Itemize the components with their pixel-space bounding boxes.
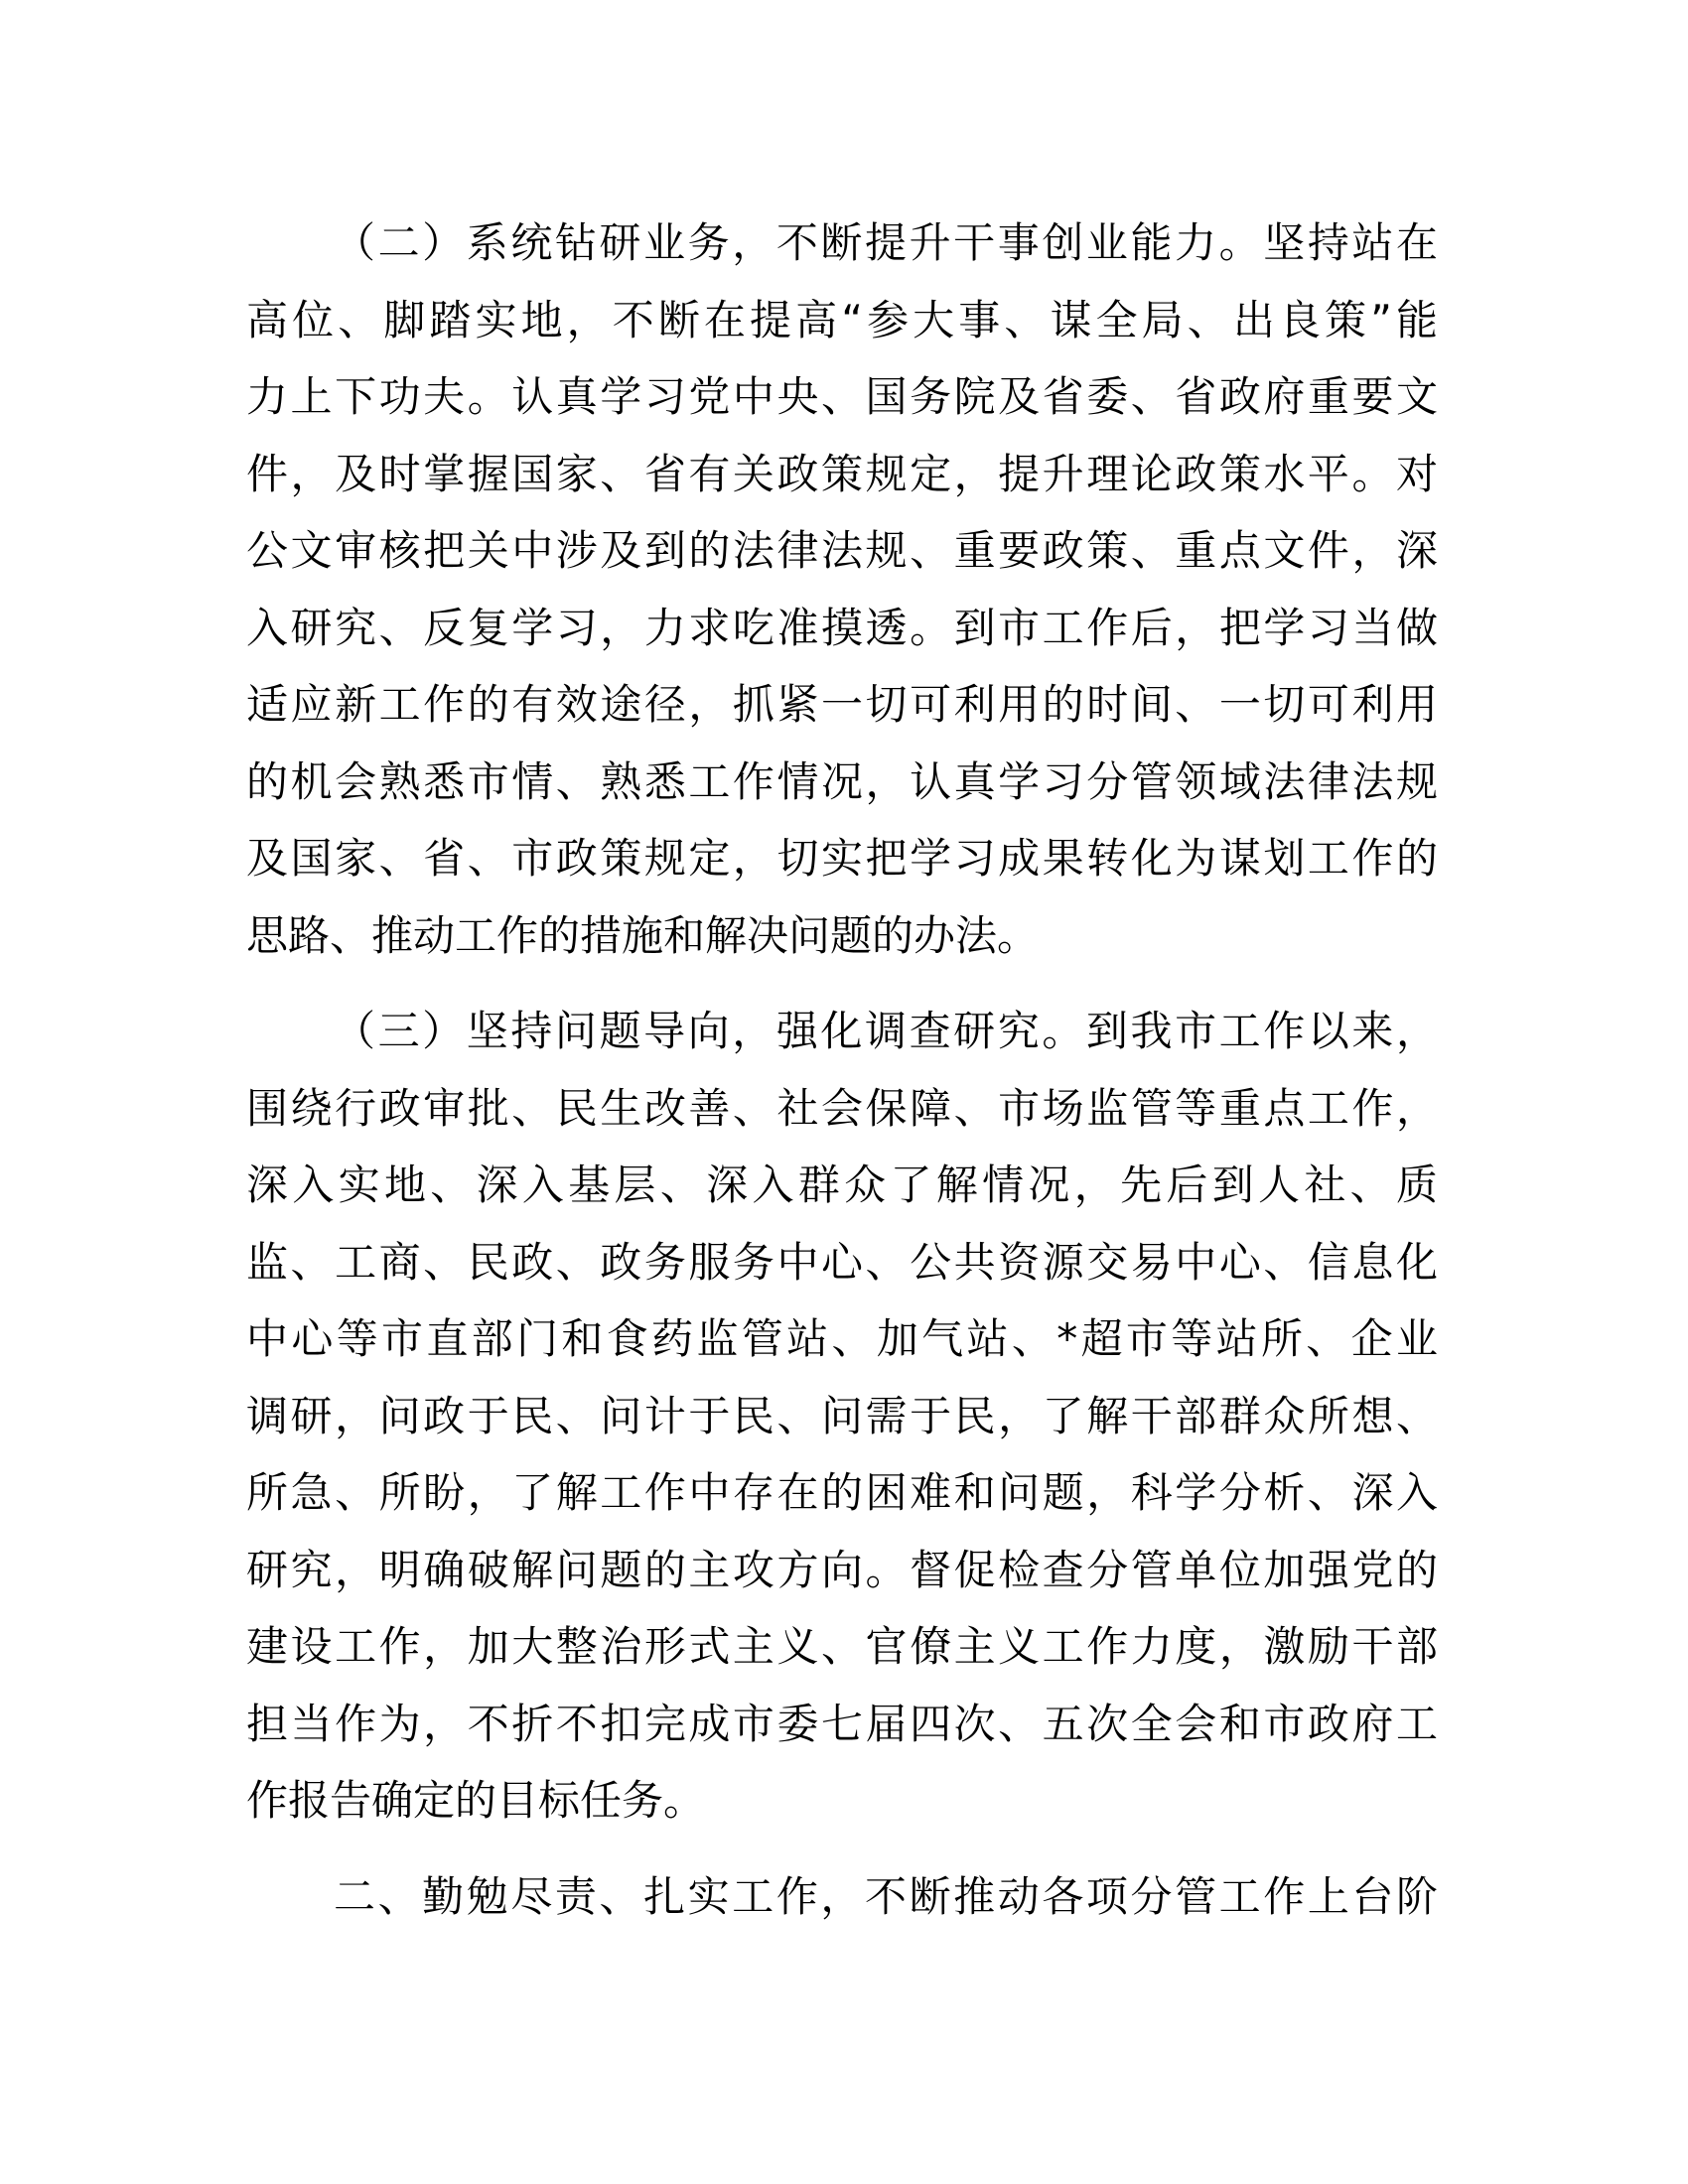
text-line: （二）系统钻研业务，不断提升干事创业能力。坚持站在 — [334, 218, 1438, 267]
text-line: 围绕行政审批、民生改善、社会保障、市场监管等重点工作， — [246, 1083, 1438, 1133]
text-line: 高位、脚踏实地，不断在提高“参大事、谋全局、出良策”能 — [246, 295, 1438, 344]
text-line: 公文审核把关中涉及到的法律法规、重要政策、重点文件，深 — [246, 526, 1438, 575]
text-line: 中心等市直部门和食药监管站、加气站、*超市等站所、企业 — [246, 1314, 1438, 1363]
paragraph-section-1-3 — [246, 993, 1438, 1840]
text-line: 所急、所盼，了解工作中存在的困难和问题，科学分析、深入 — [246, 1468, 1438, 1517]
paragraph-section-1-2 — [246, 205, 1438, 974]
text-line: 深入实地、深入基层、深入群众了解情况，先后到人社、质 — [246, 1160, 1438, 1209]
text-line: （三）坚持问题导向，强化调查研究。到我市工作以来， — [334, 1007, 1438, 1055]
text-line: 调研，问政于民、问计于民、问需于民，了解干部群众所想、 — [246, 1391, 1438, 1440]
text-line: 担当作为，不折不扣完成市委七届四次、五次全会和市政府工 — [246, 1699, 1438, 1748]
text-line: 研究，明确破解问题的主攻方向。督促检查分管单位加强党的 — [246, 1545, 1438, 1594]
text-line: 适应新工作的有效途径，抓紧一切可利用的时间、一切可利用 — [246, 680, 1438, 729]
document-body — [246, 205, 1438, 1954]
text-line: 作报告确定的目标任务。 — [246, 1776, 706, 1825]
text-line: 入研究、反复学习，力求吃准摸透。到市工作后，把学习当做 — [246, 603, 1438, 652]
text-line: 及国家、省、市政策规定，切实把学习成果转化为谋划工作的 — [246, 834, 1438, 883]
text-line: 建设工作，加大整治形式主义、官僚主义工作力度，激励干部 — [246, 1622, 1438, 1671]
text-line: 思路、推动工作的措施和解决问题的办法。 — [246, 910, 1040, 960]
text-line: 监、工商、民政、政务服务中心、公共资源交易中心、信息化 — [246, 1237, 1438, 1287]
text-line: 件，及时掌握国家、省有关政策规定，提升理论政策水平。对 — [246, 449, 1438, 498]
text-line: 力上下功夫。认真学习党中央、国务院及省委、省政府重要文 — [246, 372, 1438, 421]
text-line: 的机会熟悉市情、熟悉工作情况，认真学习分管领域法律法规 — [246, 756, 1438, 806]
section-heading — [246, 1858, 1438, 1936]
heading-line: 二、勤勉尽责、扎实工作，不断推动各项分管工作上台阶 — [334, 1871, 1438, 1921]
